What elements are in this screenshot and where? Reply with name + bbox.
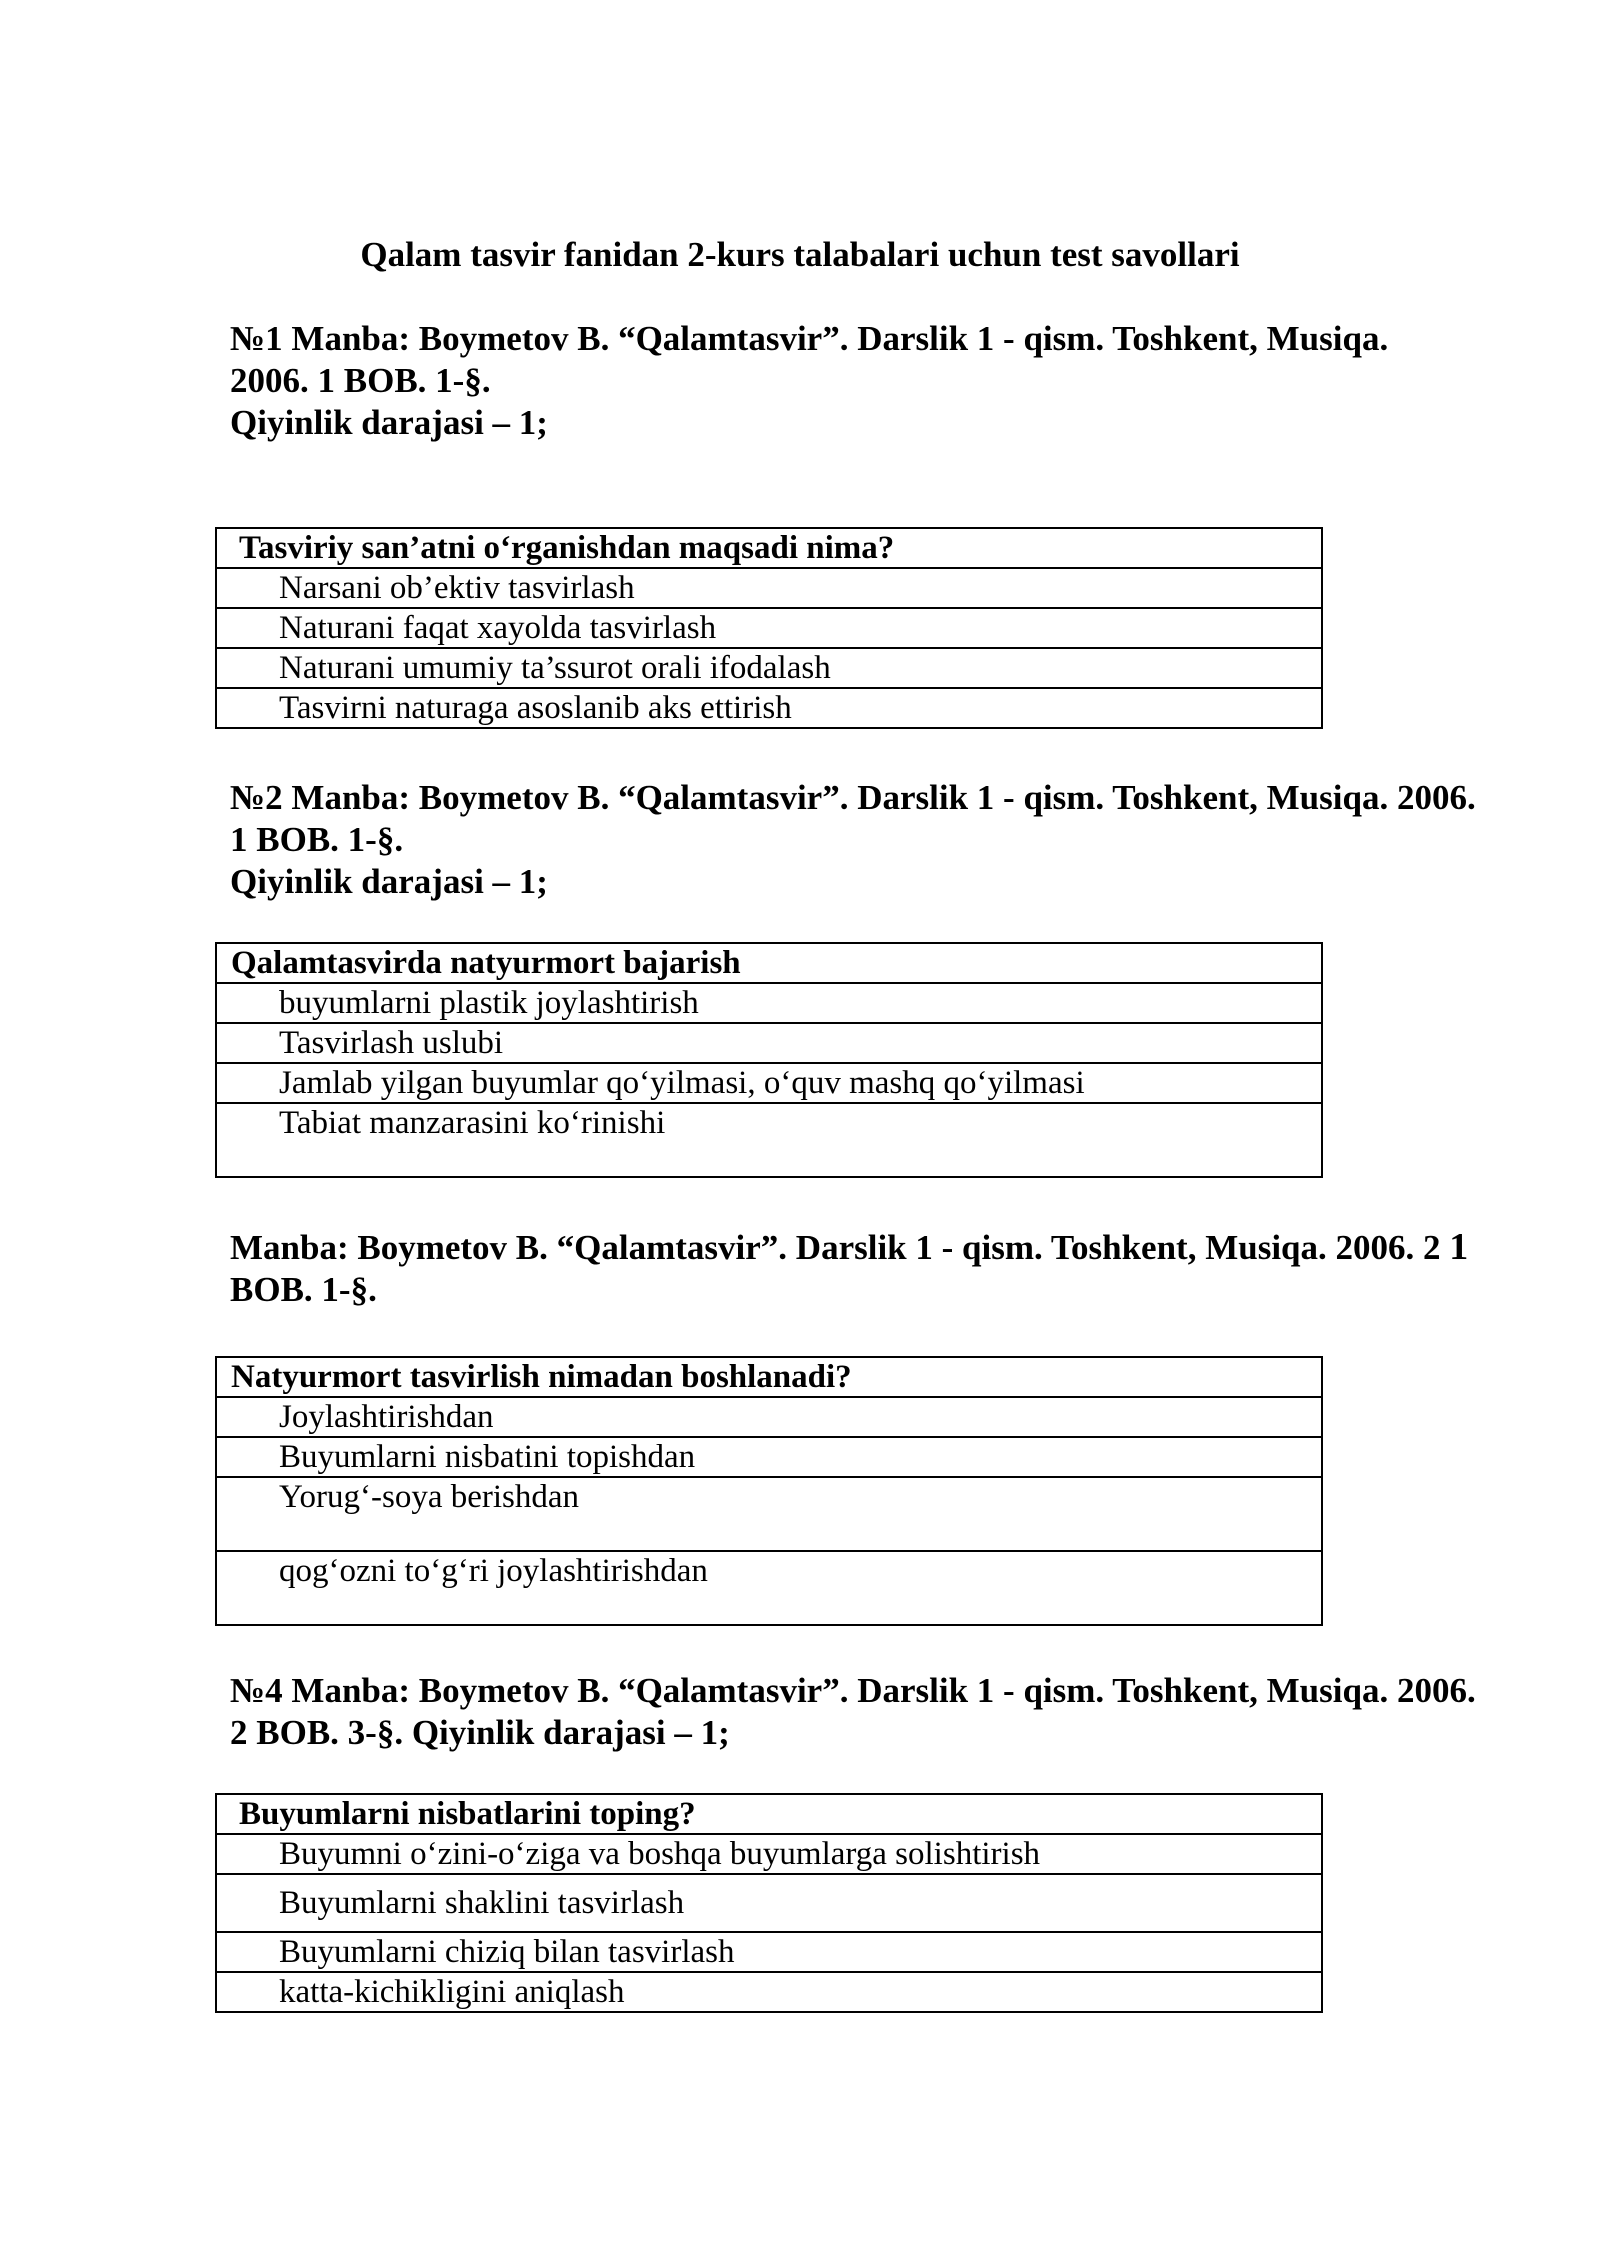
table-row — [216, 1357, 1322, 1397]
answer-option: Buyumni o‘zini-o‘ziga va boshqa buyumlarga solishtirish — [216, 1834, 1322, 1874]
answer-option: Yorug‘-soya berishdan — [216, 1477, 1322, 1551]
question-2-source — [230, 777, 1530, 903]
question-1-text: Tasviriy san’atni o‘rganishdan maqsadi nima? — [216, 528, 1322, 568]
source-line: 1 BOB. 1-§. — [230, 820, 404, 859]
answer-option: Tasvirni naturaga asoslanib aks ettirish — [216, 688, 1322, 728]
question-3-table — [215, 1356, 1323, 1626]
answer-option: Tabiat manzarasini ko‘rinishi — [216, 1103, 1322, 1177]
table-row — [216, 1874, 1322, 1932]
answer-option: Buyumlarni chiziq bilan tasvirlash — [216, 1932, 1322, 1972]
table-row — [216, 983, 1322, 1023]
question-2-text: Qalamtasvirda natyurmort bajarish — [216, 943, 1322, 983]
page-title: Qalam tasvir fanidan 2-kurs talabalari uchun test savollari — [360, 235, 1240, 274]
question-1-source — [230, 318, 1530, 444]
source-line: Qiyinlik darajasi – 1; — [230, 403, 548, 442]
question-2-table — [215, 942, 1323, 1178]
table-row — [216, 1397, 1322, 1437]
table-row — [216, 943, 1322, 983]
answer-option: Joylashtirishdan — [216, 1397, 1322, 1437]
source-extra-number: 1 — [1449, 1226, 1469, 1268]
answer-option: Naturani umumiy ta’ssurot orali ifodalash — [216, 648, 1322, 688]
table-row — [216, 1932, 1322, 1972]
table-row — [216, 1103, 1322, 1177]
source-line: №4 Manba: Boymetov B. “Qalamtasvir”. Darslik 1 - qism. Toshkent, Musiqa. 2006. — [230, 1671, 1476, 1710]
answer-option: Naturani faqat xayolda tasvirlash — [216, 608, 1322, 648]
source-line: №2 Manba: Boymetov B. “Qalamtasvir”. Darslik 1 - qism. Toshkent, Musiqa. 2006. — [230, 778, 1476, 817]
table-row — [216, 1551, 1322, 1625]
table-row — [216, 1794, 1322, 1834]
answer-option: qog‘ozni to‘g‘ri joylashtirishdan — [216, 1551, 1322, 1625]
question-4-text: Buyumlarni nisbatlarini toping? — [216, 1794, 1322, 1834]
table-row — [216, 608, 1322, 648]
answer-option: Buyumlarni nisbatini topishdan — [216, 1437, 1322, 1477]
table-row — [216, 1023, 1322, 1063]
table-row — [216, 1063, 1322, 1103]
answer-option: Narsani ob’ektiv tasvirlash — [216, 568, 1322, 608]
table-row — [216, 1972, 1322, 2012]
table-row — [216, 568, 1322, 608]
answer-option: buyumlarni plastik joylashtirish — [216, 983, 1322, 1023]
source-line: №1 Manba: Boymetov B. “Qalamtasvir”. Darslik 1 - qism. Toshkent, Musiqa. — [230, 319, 1389, 358]
answer-option: Buyumlarni shaklini tasvirlash — [216, 1874, 1322, 1932]
table-row — [216, 1437, 1322, 1477]
source-line: Manba: Boymetov B. “Qalamtasvir”. Darslik 1 - qism. Toshkent, Musiqa. 2006. 2 1 — [230, 1226, 1469, 1268]
question-4-source — [230, 1670, 1530, 1754]
source-line: 2006. 1 BOB. 1-§. — [230, 361, 491, 400]
table-row — [216, 1477, 1322, 1551]
table-row — [216, 648, 1322, 688]
question-3-text: Natyurmort tasvirlish nimadan boshlanadi? — [216, 1357, 1322, 1397]
answer-option: Jamlab yilgan buyumlar qo‘yilmasi, o‘quv mashq qo‘yilmasi — [216, 1063, 1322, 1103]
answer-option: Tasvirlash uslubi — [216, 1023, 1322, 1063]
table-row — [216, 688, 1322, 728]
question-3-source — [230, 1226, 1530, 1311]
question-1-table — [215, 527, 1323, 729]
table-row — [216, 528, 1322, 568]
source-line: 2 BOB. 3-§. Qiyinlik darajasi – 1; — [230, 1713, 730, 1752]
table-row — [216, 1834, 1322, 1874]
answer-option: katta-kichikligini aniqlash — [216, 1972, 1322, 2012]
source-line: Qiyinlik darajasi – 1; — [230, 862, 548, 901]
source-line: BOB. 1-§. — [230, 1270, 377, 1309]
question-4-table — [215, 1793, 1323, 2013]
